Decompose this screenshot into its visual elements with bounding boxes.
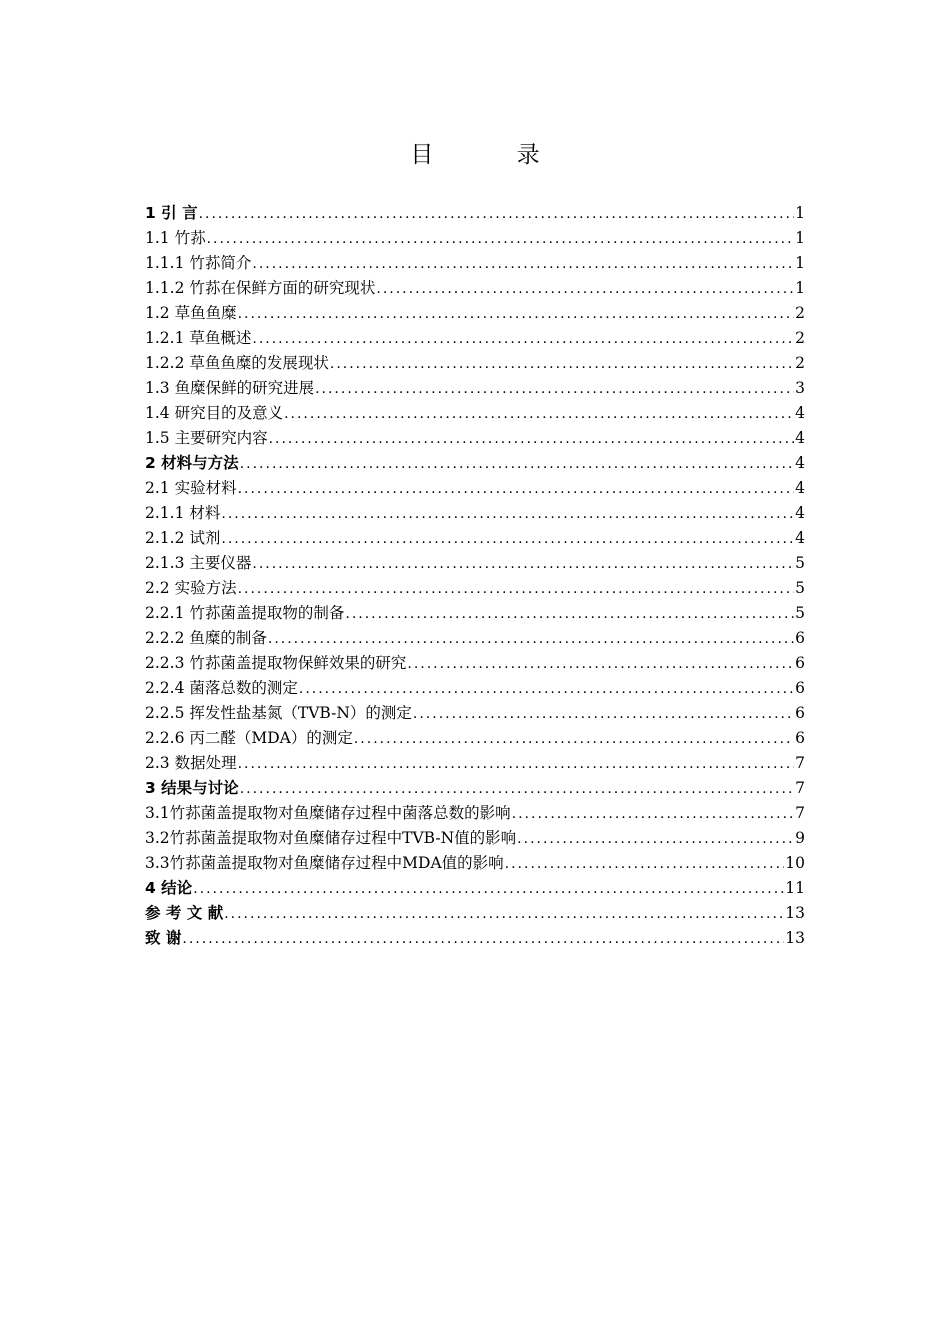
toc-dot-leader xyxy=(224,902,784,927)
toc-entry-label: 2.1.1 材料 xyxy=(145,504,221,522)
toc-entry-label: 3.1竹荪菌盖提取物对鱼糜储存过程中菌落总数的影响 xyxy=(145,804,511,822)
toc-dot-leader xyxy=(413,702,794,727)
toc-entry-page-number: 13 xyxy=(785,904,805,922)
toc-entry-page-number: 5 xyxy=(795,579,805,597)
toc-dot-leader xyxy=(252,252,794,277)
toc-title: 目 录 xyxy=(410,142,578,168)
toc-dot-leader xyxy=(299,677,794,702)
toc-dot-leader xyxy=(512,802,794,827)
toc-entry-label: 1 引 言 xyxy=(145,204,198,222)
toc-dot-leader xyxy=(199,202,795,227)
toc-entry[interactable] xyxy=(145,751,805,776)
toc-entry-label: 2.1.3 主要仪器 xyxy=(145,554,252,572)
toc-entry-label: 2.2.5 挥发性盐基氮（TVB-N）的测定 xyxy=(145,704,412,722)
toc-entry[interactable] xyxy=(145,901,805,926)
toc-dot-leader xyxy=(252,327,794,352)
toc-entry[interactable] xyxy=(145,776,805,801)
toc-entry[interactable] xyxy=(145,501,805,526)
toc-entry-page-number: 4 xyxy=(795,454,805,472)
toc-entry[interactable] xyxy=(145,526,805,551)
toc-entry-label: 1.5 主要研究内容 xyxy=(145,429,268,447)
toc-entry-page-number: 1 xyxy=(795,204,805,222)
toc-entry-page-number: 10 xyxy=(785,854,805,872)
toc-dot-leader xyxy=(221,502,794,527)
toc-dot-leader xyxy=(182,927,784,952)
toc-entry[interactable] xyxy=(145,926,805,951)
toc-entry-page-number: 4 xyxy=(795,429,805,447)
toc-entry[interactable] xyxy=(145,451,805,476)
toc-entry-page-number: 7 xyxy=(795,754,805,772)
toc-dot-leader xyxy=(345,602,794,627)
toc-entry-page-number: 2 xyxy=(795,329,805,347)
toc-entry[interactable] xyxy=(145,476,805,501)
toc-entry[interactable] xyxy=(145,876,805,901)
toc-entry[interactable] xyxy=(145,701,805,726)
toc-dot-leader xyxy=(193,877,784,902)
toc-entry-label: 1.4 研究目的及意义 xyxy=(145,404,284,422)
toc-entry-label: 2.2.1 竹荪菌盖提取物的制备 xyxy=(145,604,345,622)
toc-entry[interactable] xyxy=(145,376,805,401)
toc-entry-label: 2.1 实验材料 xyxy=(145,479,237,497)
toc-entry[interactable] xyxy=(145,676,805,701)
toc-dot-leader xyxy=(207,227,795,252)
toc-entry[interactable] xyxy=(145,326,805,351)
toc-dot-leader xyxy=(315,377,794,402)
toc-entry-page-number: 6 xyxy=(795,629,805,647)
toc-dot-leader xyxy=(517,827,794,852)
toc-entry-page-number: 4 xyxy=(795,529,805,547)
toc-dot-leader xyxy=(221,527,794,552)
toc-entry-page-number: 6 xyxy=(795,654,805,672)
toc-entry-page-number: 4 xyxy=(795,404,805,422)
toc-entry-label: 2.2.4 菌落总数的测定 xyxy=(145,679,298,697)
toc-dot-leader xyxy=(240,452,794,477)
toc-entry-label: 1.1.1 竹荪简介 xyxy=(145,254,252,272)
toc-dot-leader xyxy=(240,777,794,802)
toc-entry[interactable] xyxy=(145,426,805,451)
toc-entry-label: 1.2 草鱼鱼糜 xyxy=(145,304,237,322)
toc-entry-label: 参 考 文 献 xyxy=(145,904,224,922)
toc-dot-leader xyxy=(268,627,794,652)
toc-entry-label: 1.1 竹荪 xyxy=(145,229,206,247)
toc-list xyxy=(145,201,805,951)
toc-entry-page-number: 4 xyxy=(795,504,805,522)
toc-entry-page-number: 9 xyxy=(795,829,805,847)
toc-entry-label: 2.2 实验方法 xyxy=(145,579,237,597)
toc-dot-leader xyxy=(238,752,795,777)
toc-entry-page-number: 1 xyxy=(795,254,805,272)
toc-dot-leader xyxy=(238,577,795,602)
toc-entry-label: 1.3 鱼糜保鲜的研究进展 xyxy=(145,379,315,397)
toc-entry-label: 2.2.2 鱼糜的制备 xyxy=(145,629,267,647)
toc-entry-label: 3.2竹荪菌盖提取物对鱼糜储存过程中TVB-N值的影响 xyxy=(145,829,517,847)
toc-entry-page-number: 7 xyxy=(795,804,805,822)
toc-entry-page-number: 1 xyxy=(795,279,805,297)
toc-entry-page-number: 2 xyxy=(795,354,805,372)
toc-entry-page-number: 6 xyxy=(795,729,805,747)
toc-dot-leader xyxy=(284,402,794,427)
toc-dot-leader xyxy=(252,552,794,577)
toc-entry-page-number: 5 xyxy=(795,554,805,572)
toc-entry[interactable] xyxy=(145,276,805,301)
toc-dot-leader xyxy=(330,352,794,377)
toc-dot-leader xyxy=(354,727,794,752)
toc-entry-label: 2.3 数据处理 xyxy=(145,754,237,772)
toc-entry-page-number: 6 xyxy=(795,704,805,722)
toc-entry-label: 1.2.1 草鱼概述 xyxy=(145,329,252,347)
toc-entry-label: 3 结果与讨论 xyxy=(145,779,239,797)
toc-entry[interactable] xyxy=(145,651,805,676)
toc-entry-page-number: 6 xyxy=(795,679,805,697)
toc-entry-label: 2.2.6 丙二醛（MDA）的测定 xyxy=(145,729,353,747)
toc-entry-label: 2.2.3 竹荪菌盖提取物保鲜效果的研究 xyxy=(145,654,407,672)
toc-entry[interactable] xyxy=(145,601,805,626)
toc-entry-label: 1.2.2 草鱼鱼糜的发展现状 xyxy=(145,354,329,372)
toc-entry[interactable] xyxy=(145,301,805,326)
toc-entry-label: 1.1.2 竹荪在保鲜方面的研究现状 xyxy=(145,279,376,297)
toc-entry-page-number: 1 xyxy=(795,229,805,247)
toc-entry[interactable] xyxy=(145,851,805,876)
toc-entry[interactable] xyxy=(145,201,805,226)
toc-dot-leader xyxy=(238,477,795,502)
toc-entry[interactable] xyxy=(145,826,805,851)
toc-entry-page-number: 11 xyxy=(785,879,805,897)
toc-entry-page-number: 7 xyxy=(795,779,805,797)
toc-entry[interactable] xyxy=(145,626,805,651)
toc-entry[interactable] xyxy=(145,551,805,576)
toc-entry-label: 4 结论 xyxy=(145,879,193,897)
toc-entry[interactable] xyxy=(145,351,805,376)
toc-entry[interactable] xyxy=(145,801,805,826)
toc-dot-leader xyxy=(407,652,794,677)
toc-entry[interactable] xyxy=(145,726,805,751)
toc-entry[interactable] xyxy=(145,226,805,251)
toc-entry-label: 致 谢 xyxy=(145,929,182,947)
toc-dot-leader xyxy=(269,427,795,452)
toc-dot-leader xyxy=(238,302,795,327)
toc-entry[interactable] xyxy=(145,251,805,276)
toc-entry-label: 3.3竹荪菌盖提取物对鱼糜储存过程中MDA值的影响 xyxy=(145,854,504,872)
toc-entry[interactable] xyxy=(145,576,805,601)
toc-entry-page-number: 3 xyxy=(795,379,805,397)
toc-entry-label: 2 材料与方法 xyxy=(145,454,239,472)
toc-entry-page-number: 13 xyxy=(785,929,805,947)
toc-entry-page-number: 5 xyxy=(795,604,805,622)
toc-dot-leader xyxy=(505,852,785,877)
toc-entry[interactable] xyxy=(145,401,805,426)
toc-entry-label: 2.1.2 试剂 xyxy=(145,529,221,547)
toc-entry-page-number: 2 xyxy=(795,304,805,322)
toc-dot-leader xyxy=(376,277,794,302)
toc-entry-page-number: 4 xyxy=(795,479,805,497)
